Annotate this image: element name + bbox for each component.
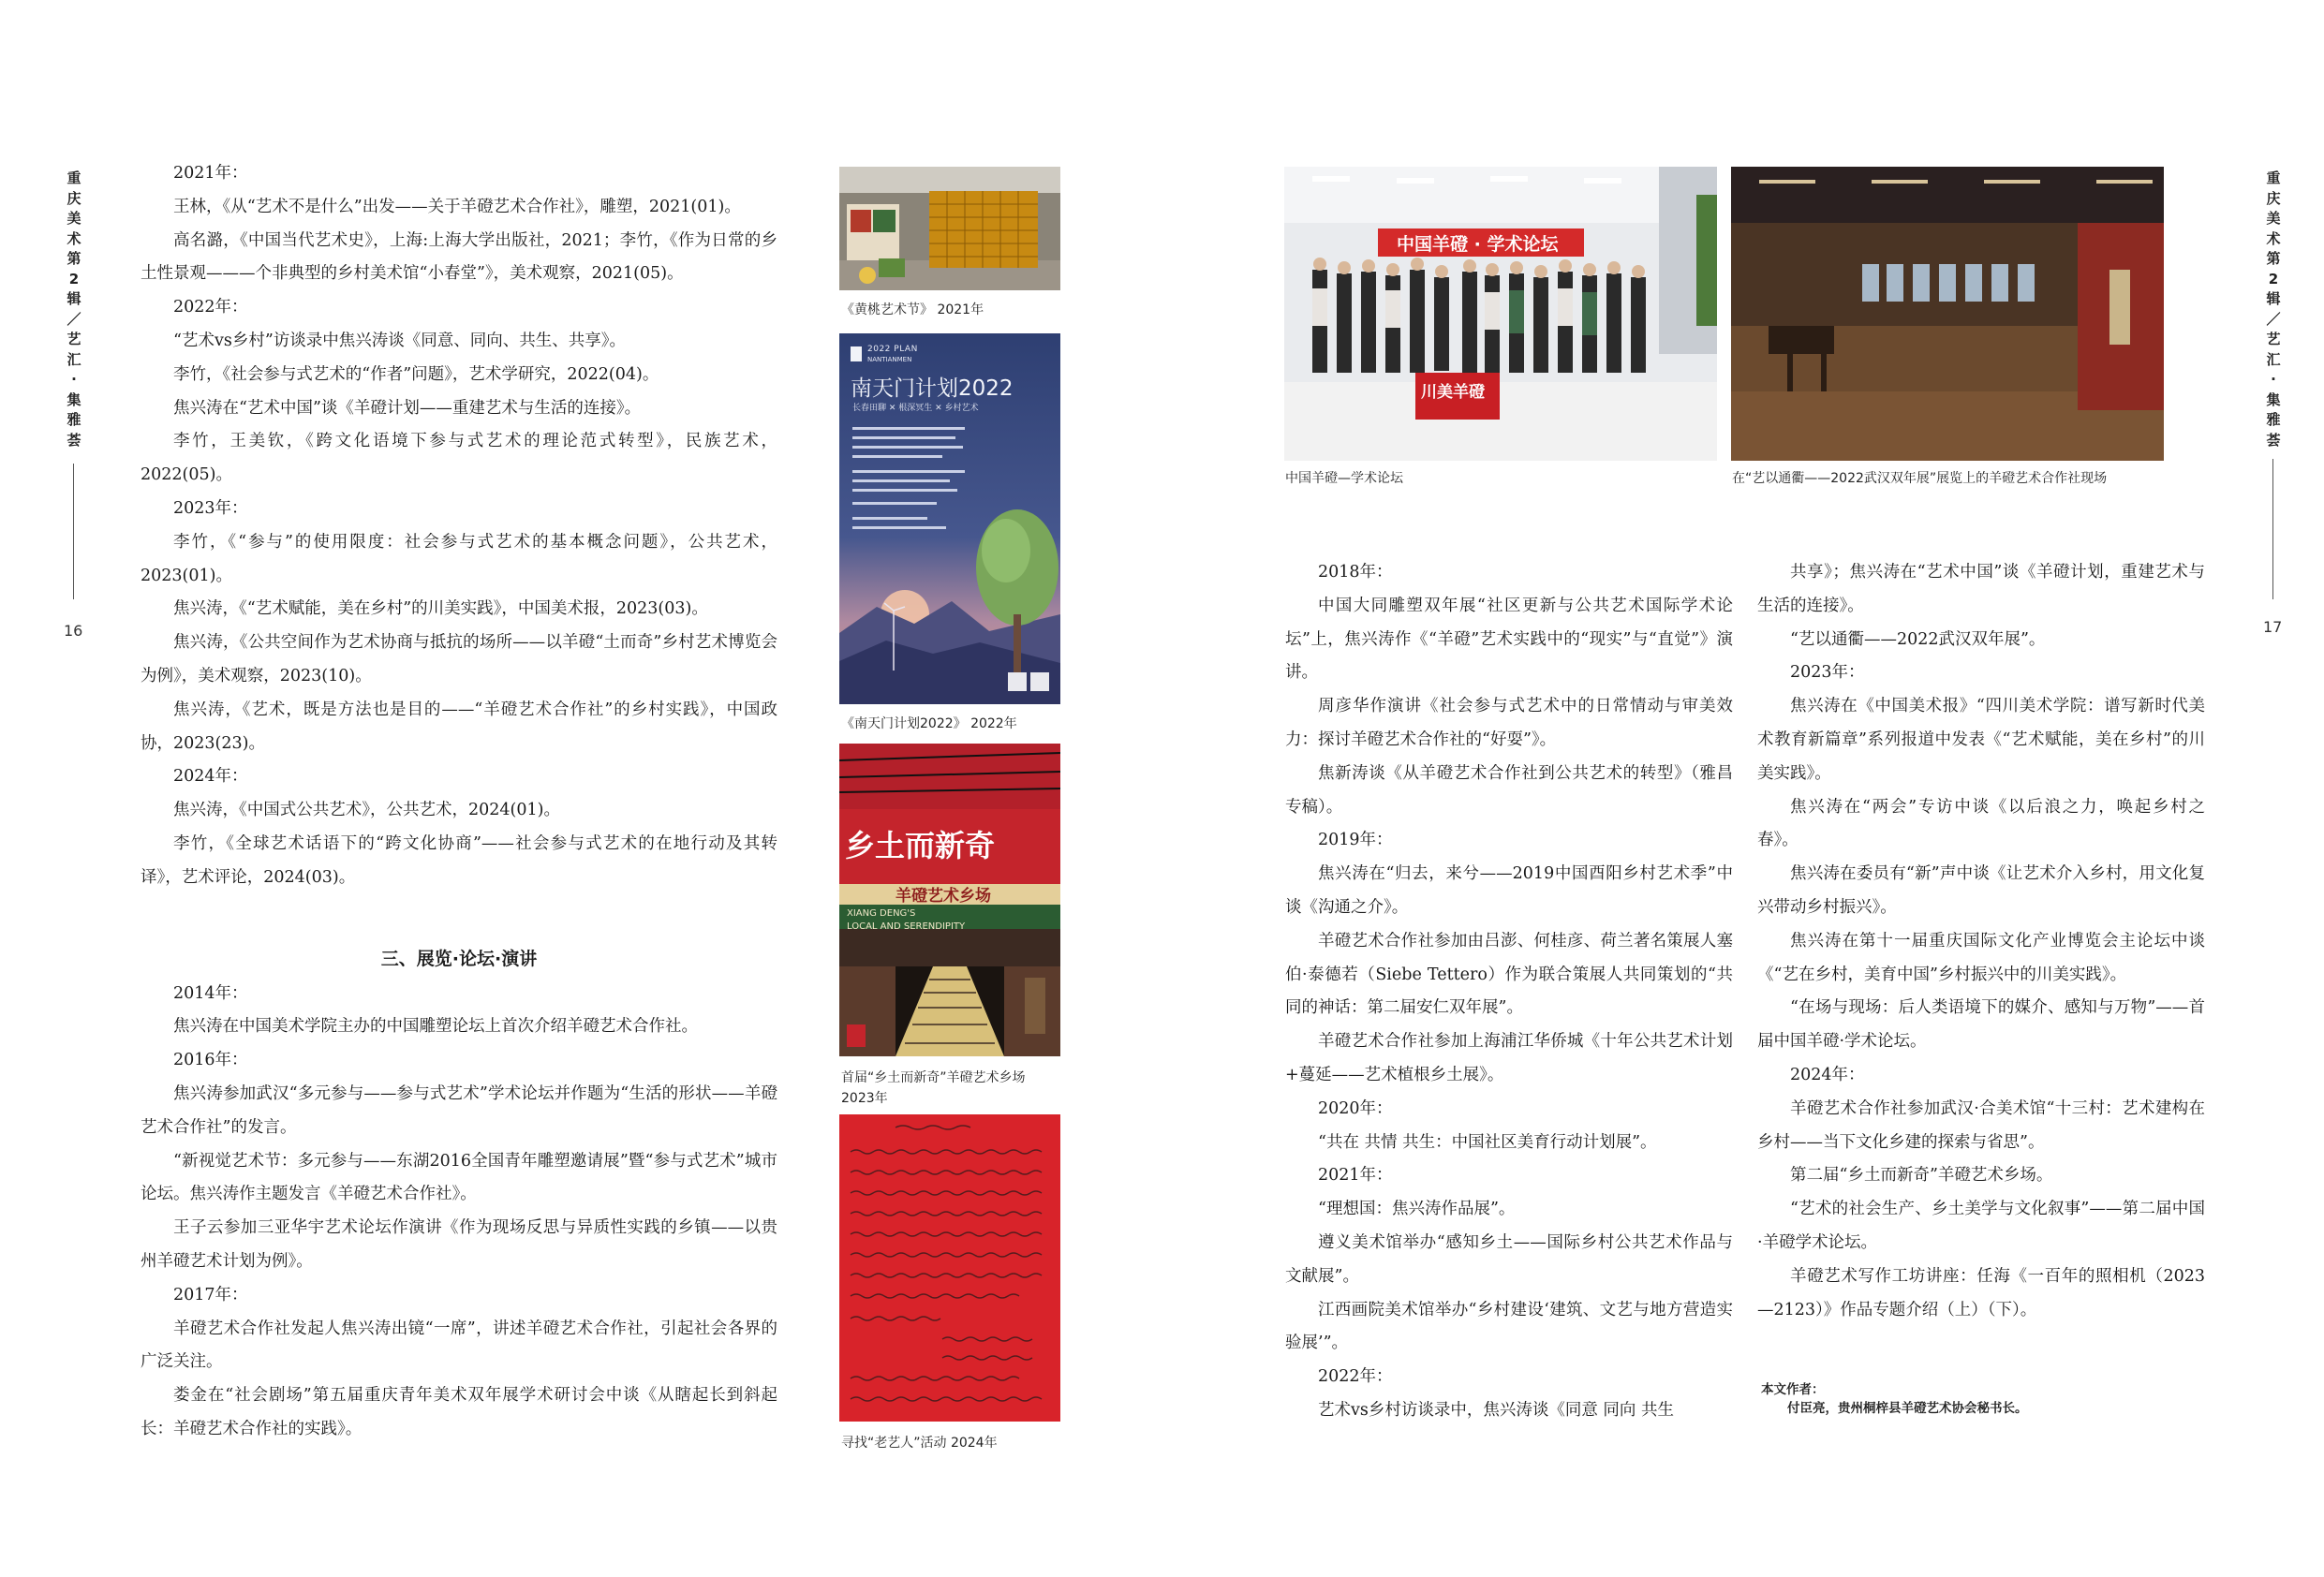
photo-forum-group [1284,167,1717,461]
photo-forum-banner: 中国羊磴 · 学术论坛 [1397,234,1559,255]
spine-left-rule [73,464,74,599]
poster2-big-title: 乡土而新奇 [845,828,996,863]
spine-char: 辑 [67,290,81,307]
spine-char: · [71,371,77,388]
left-paragraph: “新视觉艺术节：多元参与——东湖2016全国青年雕塑邀请展”暨“参与式艺术”城市论坛。焦兴涛作主题发言《羊磴艺术合作社》。 [141,1151,777,1204]
spine-char: · [2271,371,2276,388]
poster-tag2: NANTIANMEN [867,356,912,363]
left-paragraph: 2014年： [173,983,248,1003]
right-paragraph: 2024年： [1790,1065,1865,1084]
spine-char: 艺 [2266,331,2281,347]
handwritten-red-notice [839,1114,1060,1422]
right-text-column-2 [1757,556,2205,1327]
left-paragraph: 焦兴涛，《“艺术赋能，美在乡村”的川美实践》，中国美术报，2023(03)。 [173,599,708,619]
left-paragraph: 焦兴涛，《艺术，既是方法也是目的——“羊磴艺术合作社”的乡村实践》，中国政协，2023(23)。 [141,700,777,753]
poster-title: 南天门计划2022 [851,376,1014,401]
spine-char: 庆 [2266,189,2281,207]
right-paragraph: 羊磴艺术合作社参加由吕澎、何桂彦、荷兰著名策展人塞伯·泰德若（Siebe Tettero）作为联合策展人共同策划的“共同的神话：第二届安仁双年展”。 [1285,931,1733,1018]
spine-char: 术 [67,229,81,247]
left-paragraph: 2017年： [173,1285,248,1304]
right-paragraph: 遵义美术馆举办“感知乡土——国际乡村公共艺术作品与文献展”。 [1285,1232,1733,1286]
left-paragraph: 李竹，《社会参与式艺术的“作者”问题》，艺术学研究，2022(04)。 [173,364,659,384]
left-paragraph: 王子云参加三亚华宇艺术论坛作演讲《作为现场反思与异质性实践的乡镇——以贵州羊磴艺术计划为例》。 [141,1218,777,1271]
poster-subtitle: 长春田聊 ✕ 根深冥生 ✕ 乡村艺术 [852,404,979,413]
left-paragraph: 2024年： [173,767,248,787]
left-paragraph: 2022年： [173,298,248,317]
right-paragraph: 焦兴涛在“归去，来兮——2019中国酉阳乡村艺术季”中谈《沟通之介》。 [1285,864,1733,917]
left-paragraph: 焦兴涛在“艺术中国”谈《羊磴计划——重建艺术与生活的连接》。 [173,398,642,418]
poster-tag: 2022 PLAN [867,345,918,354]
right-paragraph: 周彦华作演讲《社会参与式艺术中的日常情动与审美效力：探讨羊磴艺术合作社的“好耍”》。 [1285,697,1733,749]
right-paragraph: 艺术vs乡村访谈录中，焦兴涛谈《同意 同向 共生 [1318,1400,1674,1420]
poster-nantianmen-2022 [839,333,1060,704]
right-paragraph: 共享》；焦兴涛在“艺术中国”谈《羊磴计划，重建艺术与生活的连接》。 [1757,563,2205,615]
photo-wuhan-biennale-exhibition [1731,167,2164,461]
caption-right-2: 在“艺以通衢——2022武汉双年展”展览上的羊磴艺术合作社现场 [1732,471,2108,486]
right-text-column-1 [1285,556,1733,1428]
right-paragraph: 焦兴涛在《中国美术报》“四川美术学院：谱写新时代美术教育新篇章”系列报道中发表《“艺术赋能，美在乡村”的川美实践》。 [1757,697,2205,783]
spine-char: 美 [67,210,81,227]
caption-mid-4: 寻找“老艺人”活动 2024年 [841,1436,998,1451]
right-paragraph: 焦兴涛在委员有“新”声中谈《让艺术介入乡村，用文化复兴带动乡村振兴》。 [1757,864,2205,917]
spine-right-rule [2272,459,2273,599]
spine-right [2261,169,2286,450]
right-paragraph: 2018年： [1318,563,1393,582]
spine-char: 艺 [67,331,81,347]
right-paragraph: 羊磴艺术合作社参加上海浦江华侨城《十年公共艺术计划+蔓延——艺术植根乡土展》。 [1285,1032,1733,1084]
right-paragraph: “共在 共情 共生：中国社区美育行动计划展”。 [1318,1132,1657,1152]
right-paragraph: “理想国：焦兴涛作品展”。 [1318,1200,1516,1219]
spine-char: 第 [2266,250,2281,267]
photo-yellow-peach-festival [839,167,1060,290]
left-paragraph: 王林，《从“艺术不是什么”出发——关于羊磴艺术合作社》，雕塑，2021(01)。 [173,197,741,216]
spine-char: 汇 [2266,350,2281,368]
spine-char: 重 [67,169,81,186]
author-label: 本文作者： [1761,1382,1825,1397]
right-paragraph: 中国大同雕塑双年展“社区更新与公共艺术国际学术论坛”上，焦兴涛作《“羊磴”艺术实践中的“现实”与“直觉”》演讲。 [1285,596,1733,683]
left-text-column [141,157,777,1447]
author-text: 付臣亮，贵州桐梓县羊磴艺术协会秘书长。 [1787,1401,2028,1416]
spine-char: 雅 [2266,411,2281,428]
left-paragraph: 焦兴涛参加武汉“多元参与——参与式艺术”学术论坛并作题为“生活的形状——羊磴艺术合作社”的发言。 [141,1083,777,1137]
right-paragraph: 羊磴艺术写作工坊讲座：任海《一百年的照相机（2023—2123）》作品专题介绍（上）（下）。 [1757,1266,2205,1319]
caption-right-1: 中国羊磴—学术论坛 [1285,471,1403,486]
left-paragraph: 娄金在“社会剧场”第五届重庆青年美术双年展学术研讨会中谈《从瞎起长到斜起长：羊磴艺术合作社的实践》。 [141,1386,777,1438]
page-number-left: 16 [64,622,83,640]
spine-char: 辑 [2266,290,2281,307]
section-heading: 三、展览·论坛·演讲 [380,948,538,969]
left-paragraph: 2016年： [173,1051,248,1070]
spine-char: 集 [67,391,81,408]
left-paragraph: “艺术vs乡村”访谈录中焦兴涛谈《同意、同向、共生、共享》。 [173,331,627,350]
right-paragraph: 2023年： [1790,663,1865,683]
left-paragraph: 焦兴涛，《中国式公共艺术》，公共艺术，2024(01)。 [173,801,560,820]
right-paragraph: 2022年： [1318,1367,1393,1387]
right-paragraph: 焦兴涛在第十一届重庆国际文化产业博览会主论坛中谈《“艺在乡村，美育中国”乡村振兴中的川美实践》。 [1757,931,2205,984]
spine-left [62,169,86,450]
poster2-en2: LOCAL AND SERENDIPITY [847,921,966,932]
poster-xiangtu-erxinqi [839,744,1060,1056]
poster2-sub-title: 羊磴艺术乡场 [896,887,991,906]
right-paragraph: 羊磴艺术合作社参加武汉·合美术馆“十三村：艺术建构在乡村——当下文化乡建的探索与省思”。 [1757,1098,2205,1152]
poster2-en1: XIANG DENG'S [847,908,916,919]
spine-char: 庆 [67,189,81,207]
spine-char: 第 [67,250,81,267]
left-paragraph: 高名潞，《中国当代艺术史》，上海:上海大学出版社，2021；李竹，《作为日常的乡土性景观———个非典型的乡村美术馆“小春堂”》，美术观察，2021(05)。 [141,230,777,284]
spine-char: 美 [2266,210,2281,227]
right-paragraph: 江西画院美术馆举办“乡村建设‘建筑、文艺与地方营造实验展’”。 [1285,1300,1733,1353]
right-paragraph: “在场与现场：后人类语境下的媒介、感知与万物”——首届中国羊磴·学术论坛。 [1757,998,2205,1052]
spine-char: 汇 [67,350,81,368]
left-paragraph: 李竹，《全球艺术话语下的“跨文化协商”——社会参与式艺术的在地行动及其转译》，艺术评论，2024(03)。 [141,833,777,887]
spine-char: 2 [68,270,80,287]
left-paragraph: 李竹，《“参与”的使用限度：社会参与式艺术的基本概念问题》，公共艺术，2023(01)。 [141,532,777,585]
caption-mid-3: 首届“乡土而新奇”羊磴艺术乡场 2023年 [841,1070,1026,1106]
right-paragraph: “艺术的社会生产、乡土美学与文化叙事”——第二届中国·羊磴学术论坛。 [1757,1200,2205,1252]
left-paragraph: 焦兴涛在中国美术学院主办的中国雕塑论坛上首次介绍羊磴艺术合作社。 [173,1017,698,1037]
spine-char: 2 [2268,270,2279,287]
spine-char: 荟 [67,431,81,449]
right-paragraph: “艺以通衢——2022武汉双年展”。 [1790,629,2046,649]
left-paragraph: 焦兴涛，《公共空间作为艺术协商与抵抗的场所——以羊磴“土而奇”乡村艺术博览会为例》，美术观察，2023(10)。 [141,633,777,685]
right-paragraph: 第二届“乡土而新奇”羊磴艺术乡场。 [1790,1166,2053,1186]
right-paragraph: 2019年： [1318,831,1393,850]
left-paragraph: 2021年： [173,164,248,183]
spine-char: ／ [67,310,81,328]
spine-char: 集 [2266,391,2281,408]
caption-mid-2: 《南天门计划2022》 2022年 [841,716,1017,731]
right-paragraph: 焦兴涛在“两会”专访中谈《以后浪之力，唤起乡村之春》。 [1757,797,2205,850]
spine-char: ／ [2266,310,2281,328]
caption-mid-1: 《黄桃艺术节》 2021年 [841,302,984,317]
right-paragraph: 2020年： [1318,1098,1393,1118]
right-paragraph: 焦新涛谈《从羊磴艺术合作社到公共艺术的转型》（雅昌专稿）。 [1285,763,1733,817]
spine-char: 荟 [2266,431,2281,449]
page-number-right: 17 [2263,618,2283,636]
spine-char: 术 [2266,229,2281,247]
right-paragraph: 2021年： [1318,1166,1393,1186]
left-paragraph: 羊磴艺术合作社发起人焦兴涛出镜“一席”，讲述羊磴艺术合作社，引起社会各界的广泛关注。 [141,1319,777,1372]
photo-forum-logo: 川美羊磴 [1421,383,1485,402]
left-paragraph: 2023年： [173,498,248,518]
spine-char: 重 [2266,169,2281,186]
spine-char: 雅 [67,411,81,428]
left-paragraph: 李竹，王美钦，《跨文化语境下参与式艺术的理论范式转型》，民族艺术，2022(05)。 [141,432,777,485]
